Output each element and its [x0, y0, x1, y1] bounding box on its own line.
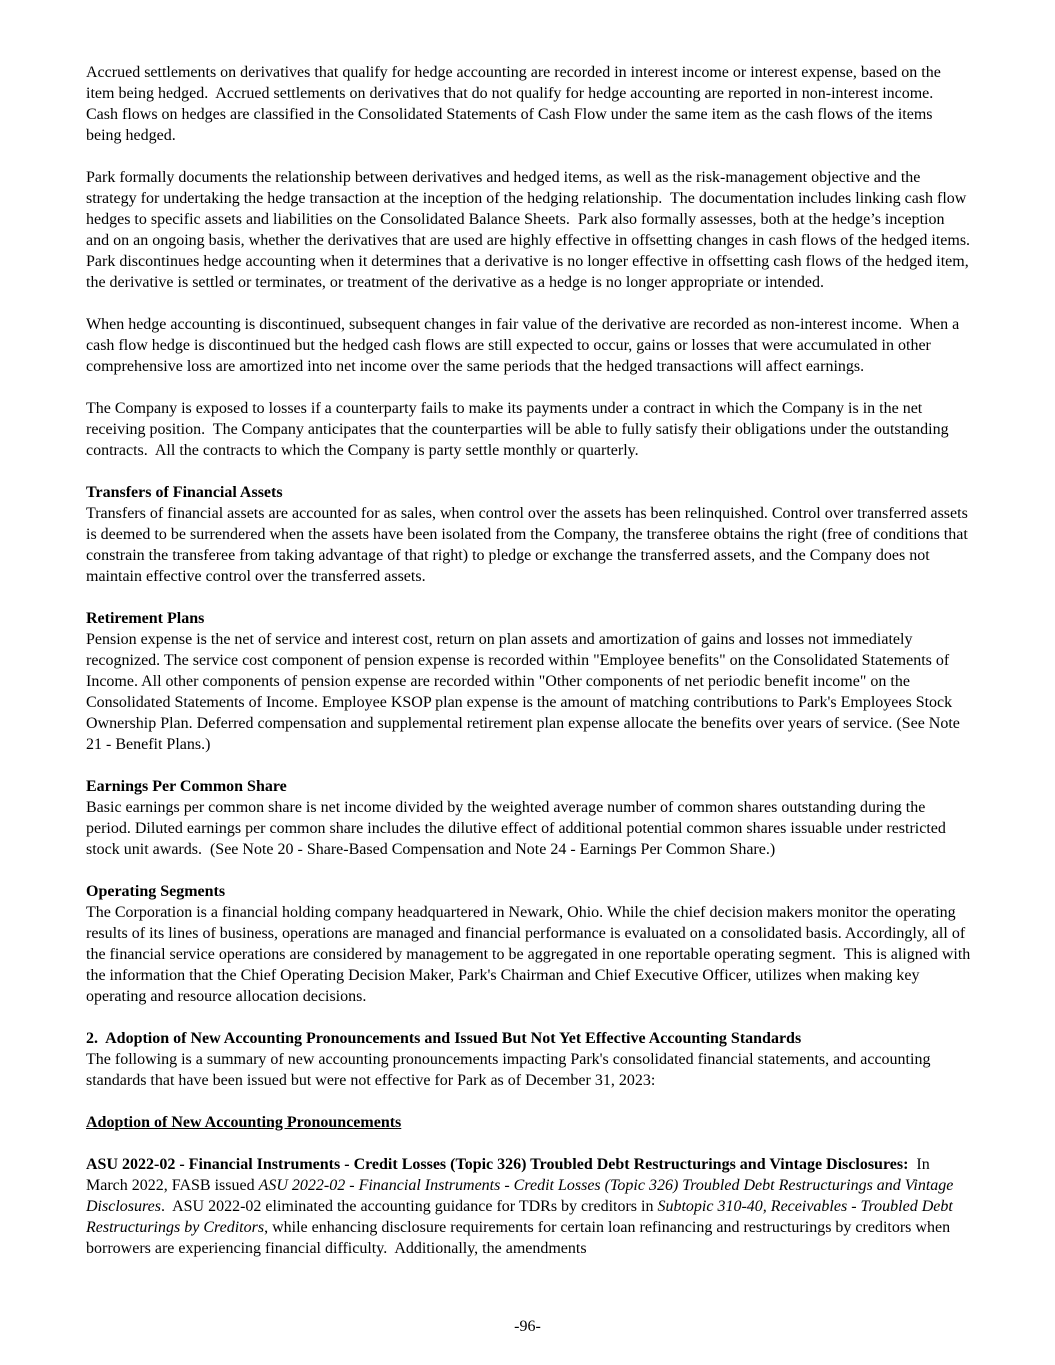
asu-2022-02-text-3: , while enhancing disclosure requirements for certain loan refinancing and restructurings by creditors when borrowers are experiencing financial difficulty. Additionally, the amendments	[86, 1219, 955, 1257]
paragraph-transfers-of-financial-assets: Transfers of financial assets are accounted for as sales, when control over the assets has been relinquished. Control over transferred assets is deemed to be surrendered when the assets have been isolated from the Company, the transferee obtains the right (free of conditions that constrain the transferee from taking advantage of that right) to pledge or exchange the transferred assets, and the Company does not maintain effective control over the transferred assets.	[86, 505, 972, 585]
section-note-2-adoption	[86, 1028, 971, 1091]
heading-retirement-plans: Retirement Plans	[86, 610, 205, 627]
paragraph-note-2-summary: The following is a summary of new accounting pronouncements impacting Park's consolidated financial statements, and accounting standards that have been issued but were not effective for Park as of December 31, 2023:	[86, 1051, 935, 1089]
section-retirement-plans	[86, 608, 971, 755]
section-earnings-per-common-share	[86, 776, 971, 860]
heading-transfers-of-financial-assets: Transfers of Financial Assets	[86, 484, 283, 501]
paragraph-park-documents-hedges: Park formally documents the relationship between derivatives and hedged items, as well as the risk-management objective and the strategy for undertaking the hedge transaction at the inception of the hedging relationship. The documentation includes linking cash flow hedges to specific assets and liabilities on the Consolidated Balance Sheets. Park also formally assesses, both at the hedge’s inception and on an ongoing basis, whether the derivatives that are used are highly effective in offsetting changes in cash flows of the hedged items. Park discontinues hedge accounting when it determines that a derivative is no longer effective in offsetting cash flows of the hedged item, the derivative is settled or terminates, or treatment of the derivative as a hedge is no longer appropriate or intended.	[86, 169, 979, 291]
heading-operating-segments: Operating Segments	[86, 883, 226, 900]
paragraph-accrued-settlements: Accrued settlements on derivatives that qualify for hedge accounting are recorded in interest income or interest expense, based on the item being hedged. Accrued settlements on derivatives that do not qualify for hedge accounting are reported in non-interest income. Cash flows on hedges are classified in the Consolidated Statements of Cash Flow under the same item as the cash flows of the items being hedged.	[86, 64, 945, 144]
page-number: -96-	[514, 1318, 541, 1335]
heading-note-2-adoption: 2. Adoption of New Accounting Pronouncements and Issued But Not Yet Effective Accounting Standards	[86, 1030, 802, 1047]
section-operating-segments	[86, 881, 975, 1007]
paragraph-counterparty-exposure: The Company is exposed to losses if a counterparty fails to make its payments under a contract in which the Company is in the net receiving position. The Company anticipates that the counterparties will be able to fully satisfy their obligations under the outstanding contracts. All the contracts to which the Company is party settle monthly or quarterly.	[86, 400, 953, 459]
asu-2022-02-bold-lead: ASU 2022-02 - Financial Instruments - Credit Losses (Topic 326) Troubled Debt Restructurings and Vintage Disclosures:	[86, 1156, 909, 1173]
paragraph-asu-2022-02	[86, 1154, 971, 1259]
paragraph-hedge-discontinued: When hedge accounting is discontinued, subsequent changes in fair value of the derivative are recorded as non-interest income. When a cash flow hedge is discontinued but the hedged cash flows are still expected to occur, gains or losses that were accumulated in other comprehensive loss are amortized into net income over the same periods that the hedged transactions will affect earnings.	[86, 316, 964, 375]
paragraph-operating-segments: The Corporation is a financial holding company headquartered in Newark, Ohio. While the chief decision makers monitor the operating results of its lines of business, operations are managed and financial performance is evaluated on a consolidated basis. Accordingly, all of the financial service operations are considered by management to be aggregated in one reportable operating segment. This is aligned with the information that the Chief Operating Decision Maker, Park's Chairman and Chief Executive Officer, utilizes when making key operating and resource allocation decisions.	[86, 904, 975, 1005]
paragraph-retirement-plans: Pension expense is the net of service and interest cost, return on plan assets and amortization of gains and losses not immediately recognized. The service cost component of pension expense is recorded within "Employee benefits" on the Consolidated Statements of Income. All other components of pension expense are recorded within "Other components of net periodic benefit income" on the Consolidated Statements of Income. Employee KSOP plan expense is the amount of matching contributions to Park's Employees Stock Ownership Plan. Deferred compensation and supplemental retirement plan expense allocate the benefits over years of service. (See Note 21 - Benefit Plans.)	[86, 631, 964, 753]
section-transfers-of-financial-assets	[86, 482, 971, 587]
heading-earnings-per-common-share: Earnings Per Common Share	[86, 778, 287, 795]
paragraph-earnings-per-common-share: Basic earnings per common share is net income divided by the weighted average number of common shares outstanding during the period. Diluted earnings per common share includes the dilutive effect of additional potential common shares issuable under restricted stock unit awards. (See Note 20 - Share-Based Compensation and Note 24 - Earnings Per Common Share.)	[86, 799, 950, 858]
heading-adoption-of-new-accounting-pronouncements: Adoption of New Accounting Pronouncements	[86, 1114, 402, 1131]
asu-2022-02-italic-subtopic: Subtopic 310-40, Receivables - Troubled Debt Restructurings by Creditors	[86, 1198, 957, 1236]
asu-2022-02-italic-title: ASU 2022-02 - Financial Instruments - Credit Losses (Topic 326) Troubled Debt Restructurings and Vintage Disclosures	[86, 1177, 958, 1215]
asu-2022-02-text-1: In March 2022, FASB issued	[86, 1156, 934, 1194]
asu-2022-02-text-2: . ASU 2022-02 eliminated the accounting guidance for TDRs by creditors in	[160, 1198, 658, 1215]
